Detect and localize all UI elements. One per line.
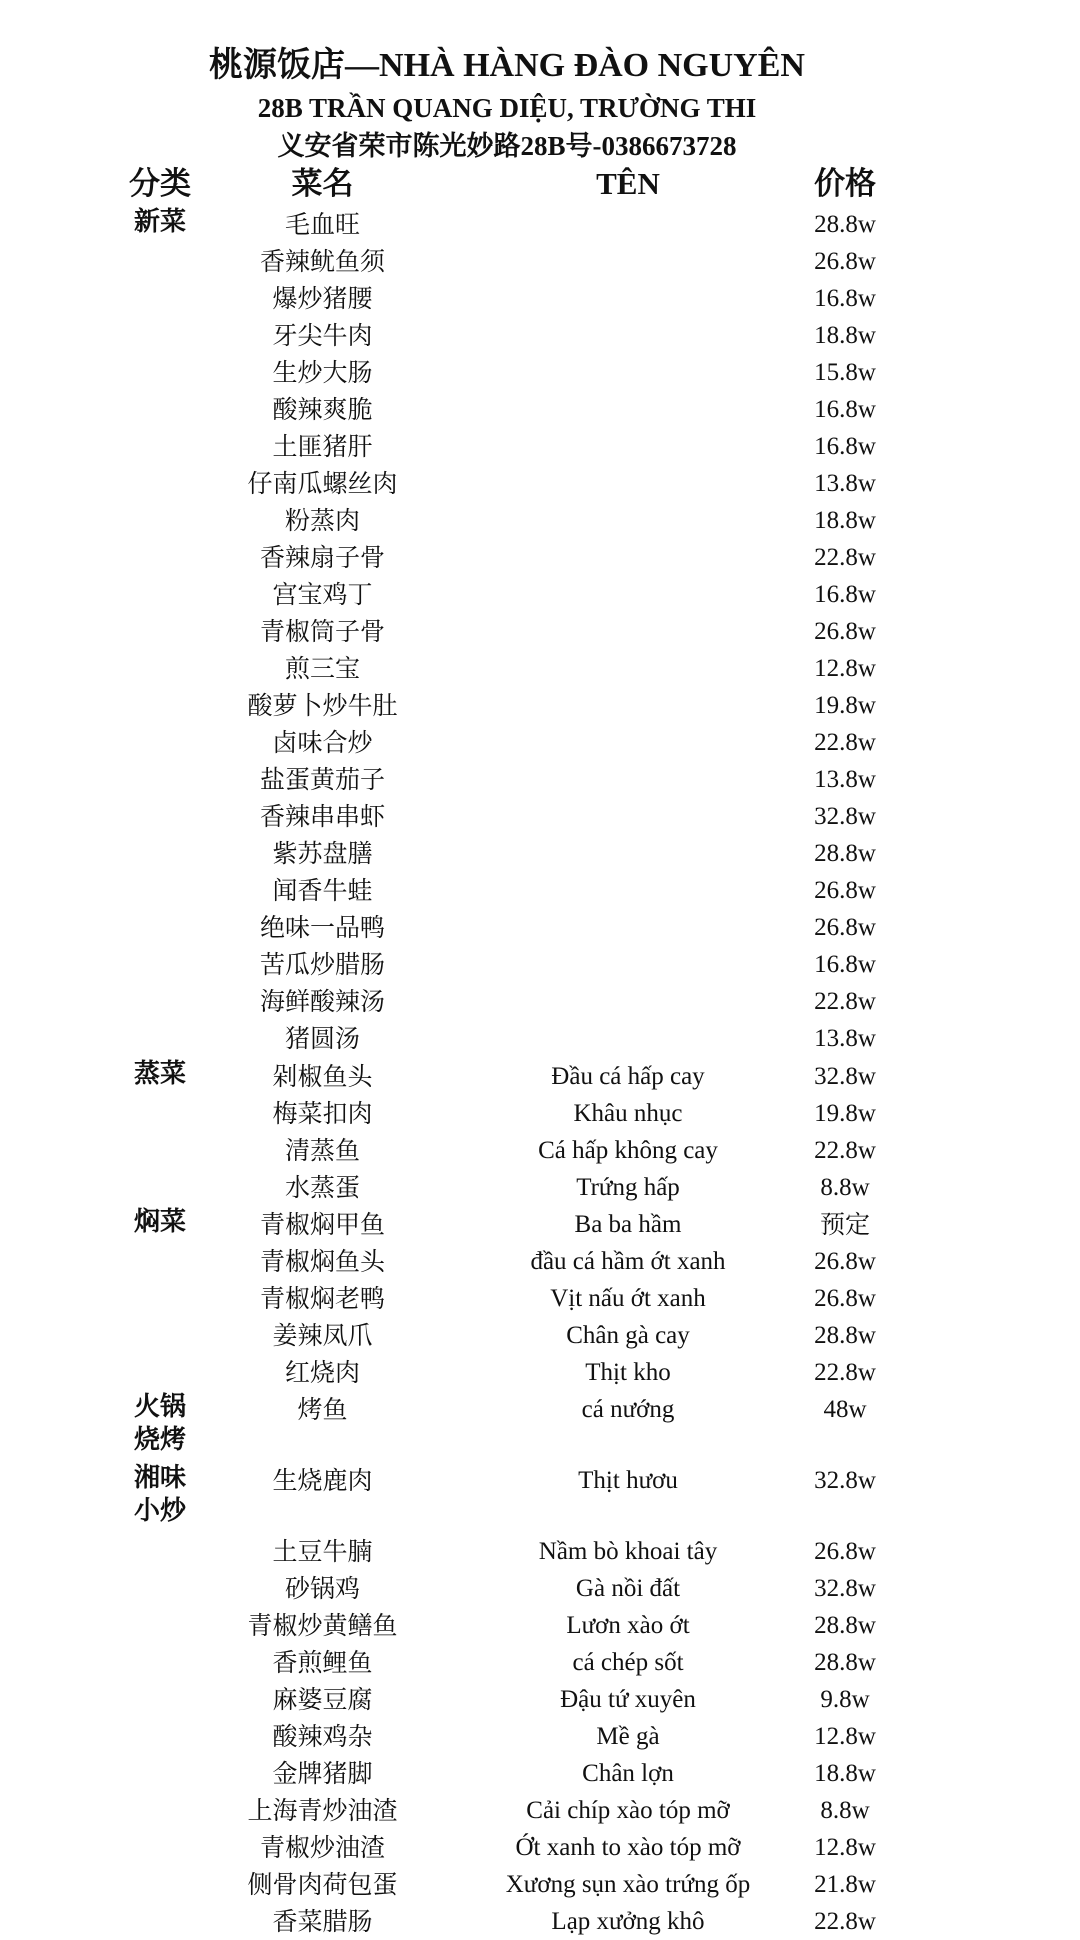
menu-row-category <box>120 687 200 724</box>
category-label: 湘味小炒 <box>133 1463 186 1526</box>
menu-row-price: 32.8w <box>814 1575 876 1602</box>
menu-row-category <box>120 502 200 539</box>
menu-row-category <box>120 539 200 576</box>
menu-row-vietnamese-name: cá chép sốt <box>572 1649 684 1676</box>
menu-row-vietnamese-name <box>468 354 788 391</box>
menu-row-category <box>120 1280 200 1317</box>
menu-row-price: 48w <box>823 1396 867 1423</box>
menu-row-vietnamese-name: Gà nồi đất <box>575 1575 681 1602</box>
category-label: 焖菜 <box>133 1207 186 1237</box>
menu-row <box>0 1829 1080 1866</box>
menu-row-vietnamese-name: Chân lợn <box>582 1760 674 1787</box>
menu-row <box>0 872 1080 909</box>
menu-row-chinese-name: 剁椒鱼头 <box>272 1062 373 1091</box>
menu-row-category <box>120 1792 200 1829</box>
menu-row <box>0 539 1080 576</box>
menu-row-price: 22.8w <box>814 1359 876 1386</box>
menu-row-chinese-name: 煎三宝 <box>284 654 360 683</box>
menu-row <box>0 465 1080 502</box>
menu-row-category <box>120 576 200 613</box>
menu-row <box>0 724 1080 761</box>
menu-row-price: 16.8w <box>814 285 876 312</box>
menu-row-vietnamese-name: Vịt nấu ớt xanh <box>550 1285 706 1312</box>
menu-row-vietnamese-name <box>468 835 788 872</box>
menu-row-price: 18.8w <box>814 1760 876 1787</box>
menu-row-price: 28.8w <box>814 1649 876 1676</box>
menu-row-category <box>120 1607 200 1644</box>
menu-row-price: 13.8w <box>814 766 876 793</box>
menu-row-chinese-name: 青椒焖甲鱼 <box>259 1210 385 1239</box>
menu-row-vietnamese-name: Xương sụn xào trứng ốp <box>505 1871 751 1898</box>
menu-row-category <box>120 1132 200 1169</box>
menu-row-price: 22.8w <box>814 1908 876 1935</box>
menu-row-vietnamese-name <box>468 280 788 317</box>
menu-row-price: 26.8w <box>814 248 876 275</box>
menu-row-vietnamese-name: Mề gà <box>596 1723 660 1750</box>
menu-row-chinese-name: 土豆牛腩 <box>272 1537 373 1566</box>
menu-row-price: 15.8w <box>814 359 876 386</box>
menu-row <box>0 1792 1080 1829</box>
menu-row <box>0 1533 1080 1570</box>
menu-row-price: 22.8w <box>814 988 876 1015</box>
menu-row-chinese-name: 青椒焖老鸭 <box>259 1284 385 1313</box>
menu-row <box>0 761 1080 798</box>
menu-row-chinese-name: 烤鱼 <box>297 1395 348 1424</box>
menu-row <box>0 1391 1080 1455</box>
menu-row-chinese-name: 金牌猪脚 <box>272 1759 373 1788</box>
menu-row <box>0 983 1080 1020</box>
menu-row <box>0 428 1080 465</box>
menu-row <box>0 1243 1080 1280</box>
menu-row-category <box>120 1718 200 1755</box>
menu-row-vietnamese-name: cá nướng <box>581 1396 675 1423</box>
menu-row-chinese-name: 麻婆豆腐 <box>272 1685 373 1714</box>
menu-row <box>0 1903 1080 1940</box>
menu-row-chinese-name: 香煎鲤鱼 <box>272 1648 373 1677</box>
menu-row-vietnamese-name: Khâu nhục <box>573 1100 683 1127</box>
menu-row-vietnamese-name: Đậu tứ xuyên <box>560 1686 696 1713</box>
menu-row-vietnamese-name <box>468 465 788 502</box>
menu-row <box>0 1206 1080 1243</box>
menu-row-category <box>120 1020 200 1057</box>
menu-row <box>0 1020 1080 1057</box>
menu-row-vietnamese-name <box>468 317 788 354</box>
menu-row-price: 18.8w <box>814 322 876 349</box>
menu-row-chinese-name: 猪圆汤 <box>284 1024 360 1053</box>
menu-row <box>0 1169 1080 1206</box>
menu-row <box>0 798 1080 835</box>
menu-row <box>0 1718 1080 1755</box>
menu-row-chinese-name: 盐蛋黄茄子 <box>259 765 385 794</box>
menu-row <box>0 1132 1080 1169</box>
menu-row-chinese-name: 绝味一品鸭 <box>259 913 385 942</box>
menu-row-price: 28.8w <box>814 1322 876 1349</box>
menu-row-chinese-name: 酸辣爽脆 <box>272 395 373 424</box>
menu-row-category <box>120 1095 200 1132</box>
menu-row-vietnamese-name <box>468 1020 788 1057</box>
menu-row-category <box>120 1644 200 1681</box>
menu-row-price: 16.8w <box>814 951 876 978</box>
menu-row-vietnamese-name: Cá hấp không cay <box>538 1137 718 1164</box>
menu-row-chinese-name: 砂锅鸡 <box>284 1574 360 1603</box>
menu-row-price: 16.8w <box>814 396 876 423</box>
menu-row-price: 22.8w <box>814 544 876 571</box>
menu-row-chinese-name: 苦瓜炒腊肠 <box>259 950 385 979</box>
menu-row-category <box>120 650 200 687</box>
menu-row <box>0 206 1080 243</box>
menu-row-category <box>120 1206 200 1243</box>
menu-row <box>0 909 1080 946</box>
menu-row-price: 8.8w <box>820 1797 870 1824</box>
menu-row-category <box>120 1866 200 1903</box>
menu-row-vietnamese-name <box>468 428 788 465</box>
menu-row-price: 12.8w <box>814 655 876 682</box>
menu-row-chinese-name: 仔南瓜螺丝肉 <box>247 469 398 498</box>
menu-row-chinese-name: 爆炒猪腰 <box>272 284 373 313</box>
menu-row-chinese-name: 粉蒸肉 <box>284 506 360 535</box>
menu-row <box>0 1866 1080 1903</box>
address-chinese: 义安省荣市陈光妙路28B号-0386673728 <box>277 131 737 161</box>
menu-row <box>0 1280 1080 1317</box>
menu-row-chinese-name: 香菜腊肠 <box>272 1907 373 1936</box>
menu-row-category <box>120 613 200 650</box>
menu-row-chinese-name: 土匪猪肝 <box>272 432 373 461</box>
menu-row-vietnamese-name <box>468 539 788 576</box>
menu-row-vietnamese-name: Chân gà cay <box>566 1322 690 1349</box>
menu-row-vietnamese-name <box>468 243 788 280</box>
menu-row-vietnamese-name <box>468 872 788 909</box>
menu-row-category <box>120 243 200 280</box>
menu-row <box>0 1095 1080 1132</box>
menu-row-category <box>120 1317 200 1354</box>
menu-row-chinese-name: 酸辣鸡杂 <box>272 1722 373 1751</box>
menu-row-vietnamese-name <box>468 761 788 798</box>
menu-row-chinese-name: 香辣鱿鱼须 <box>259 247 385 276</box>
menu-row <box>0 1644 1080 1681</box>
menu-row-chinese-name: 上海青炒油渣 <box>247 1796 398 1825</box>
menu-row-chinese-name: 青椒筒子骨 <box>259 617 385 646</box>
menu-row-category <box>120 280 200 317</box>
menu-row-price: 19.8w <box>814 692 876 719</box>
menu-row-chinese-name: 宫宝鸡丁 <box>272 580 373 609</box>
menu-row <box>0 613 1080 650</box>
menu-row-chinese-name: 牙尖牛肉 <box>272 321 373 350</box>
menu-row <box>0 1607 1080 1644</box>
menu-row-price: 22.8w <box>814 729 876 756</box>
menu-row <box>0 1317 1080 1354</box>
menu-row-price: 22.8w <box>814 1137 876 1164</box>
menu-row-price: 32.8w <box>814 803 876 830</box>
menu-row-price: 16.8w <box>814 581 876 608</box>
menu-row-price: 26.8w <box>814 877 876 904</box>
menu-row-chinese-name: 生炒大肠 <box>272 358 373 387</box>
menu-row-chinese-name: 梅菜扣肉 <box>272 1099 373 1128</box>
menu-row-vietnamese-name: Ớt xanh to xào tóp mỡ <box>515 1834 741 1861</box>
menu-row-price: 18.8w <box>814 507 876 534</box>
menu-row-vietnamese-name <box>468 909 788 946</box>
column-header-price: 价格 <box>814 166 876 202</box>
menu-row-price: 预定 <box>819 1210 870 1239</box>
menu-row-price: 26.8w <box>814 1538 876 1565</box>
menu-row-category <box>120 835 200 872</box>
menu-row-vietnamese-name: Cải chíp xào tóp mỡ <box>526 1797 730 1824</box>
menu-row-category <box>120 1755 200 1792</box>
menu-row-vietnamese-name: Thịt hươu <box>578 1467 678 1494</box>
menu-row-chinese-name: 水蒸蛋 <box>284 1173 360 1202</box>
menu-row-vietnamese-name: Lạp xưởng khô <box>551 1908 705 1935</box>
category-label: 蒸菜 <box>133 1059 186 1089</box>
menu-row-chinese-name: 海鲜酸辣汤 <box>259 987 385 1016</box>
menu-row-price: 32.8w <box>814 1063 876 1090</box>
menu-row-price: 26.8w <box>814 618 876 645</box>
menu-row-vietnamese-name <box>468 946 788 983</box>
menu-row-vietnamese-name <box>468 687 788 724</box>
menu-row <box>0 650 1080 687</box>
menu-row <box>0 354 1080 391</box>
column-header-category: 分类 <box>129 166 191 202</box>
menu-row-category <box>120 1058 200 1095</box>
menu-row-vietnamese-name: Ba ba hầm <box>574 1211 682 1238</box>
column-header-chinese-name: 菜名 <box>291 166 354 202</box>
menu-row-category <box>120 428 200 465</box>
category-label: 新菜 <box>133 207 186 237</box>
menu-row <box>0 502 1080 539</box>
category-label: 火锅烧烤 <box>133 1392 186 1455</box>
menu-row-chinese-name: 姜辣凤爪 <box>272 1321 373 1350</box>
menu-row-price: 26.8w <box>814 1248 876 1275</box>
menu-row <box>0 946 1080 983</box>
menu-row-category <box>120 1570 200 1607</box>
menu-row <box>0 243 1080 280</box>
menu-row-price: 19.8w <box>814 1100 876 1127</box>
menu-row-vietnamese-name: Trứng hấp <box>576 1174 680 1201</box>
menu-row-category <box>120 946 200 983</box>
menu-row-price: 28.8w <box>814 840 876 867</box>
menu-row-vietnamese-name: Đầu cá hấp cay <box>551 1063 705 1090</box>
menu-row-vietnamese-name <box>468 650 788 687</box>
menu-row <box>0 1354 1080 1391</box>
menu-row <box>0 576 1080 613</box>
menu-row-chinese-name: 青椒焖鱼头 <box>259 1247 385 1276</box>
menu-row-chinese-name: 香辣扇子骨 <box>259 543 385 572</box>
menu-row-price: 21.8w <box>814 1871 876 1898</box>
menu-row-category <box>120 206 200 243</box>
menu-row-category <box>120 1462 200 1526</box>
menu-row <box>0 1681 1080 1718</box>
menu-row-category <box>120 1681 200 1718</box>
menu-row-category <box>120 1391 200 1455</box>
menu-row-category <box>120 465 200 502</box>
menu-row-vietnamese-name <box>468 724 788 761</box>
menu-row-chinese-name: 香辣串串虾 <box>259 802 385 831</box>
menu-row-price: 13.8w <box>814 470 876 497</box>
menu-row-chinese-name: 卤味合炒 <box>272 728 373 757</box>
menu-row-chinese-name: 青椒炒油渣 <box>259 1833 385 1862</box>
menu-row-category <box>120 761 200 798</box>
menu-row-vietnamese-name: Lươn xào ớt <box>566 1612 690 1639</box>
menu-row <box>0 391 1080 428</box>
menu-row-price: 26.8w <box>814 1285 876 1312</box>
menu-row-price: 13.8w <box>814 1025 876 1052</box>
menu-row-chinese-name: 紫苏盘膳 <box>272 839 373 868</box>
menu-row-vietnamese-name <box>468 983 788 1020</box>
menu-row-vietnamese-name: Nầm bò khoai tây <box>538 1538 718 1565</box>
menu-row-price: 9.8w <box>820 1686 870 1713</box>
menu-row-price: 32.8w <box>814 1467 876 1494</box>
menu-row-price: 16.8w <box>814 433 876 460</box>
menu-row-vietnamese-name <box>468 798 788 835</box>
menu-row-chinese-name: 侧骨肉荷包蛋 <box>247 1870 398 1899</box>
menu-row-chinese-name: 闻香牛蛙 <box>272 876 373 905</box>
menu-row-category <box>120 1243 200 1280</box>
menu-row <box>0 835 1080 872</box>
menu-row-category <box>120 317 200 354</box>
menu-row-price: 28.8w <box>814 211 876 238</box>
menu-row-chinese-name: 青椒炒黄鳝鱼 <box>247 1611 398 1640</box>
menu-row-price: 26.8w <box>814 914 876 941</box>
menu-row-category <box>120 724 200 761</box>
menu-row <box>0 1462 1080 1526</box>
menu-row-category <box>120 391 200 428</box>
menu-row-category <box>120 798 200 835</box>
menu-row-category <box>120 354 200 391</box>
restaurant-title: 桃源饭店—NHÀ HÀNG ĐÀO NGUYÊN <box>209 47 805 84</box>
menu-row <box>0 1570 1080 1607</box>
menu-row-vietnamese-name <box>468 206 788 243</box>
menu-row-category <box>120 1354 200 1391</box>
menu-row <box>0 1058 1080 1095</box>
menu-row-vietnamese-name <box>468 391 788 428</box>
address-vietnamese: 28B TRẦN QUANG DIỆU, TRƯỜNG THI <box>257 93 757 123</box>
menu-row-price: 28.8w <box>814 1612 876 1639</box>
menu-row-vietnamese-name: đầu cá hầm ớt xanh <box>530 1248 726 1275</box>
menu-row-chinese-name: 清蒸鱼 <box>284 1136 360 1165</box>
menu-row-chinese-name: 红烧肉 <box>284 1358 360 1387</box>
menu-row <box>0 687 1080 724</box>
menu-row-category <box>120 1829 200 1866</box>
menu-row-vietnamese-name: Thịt kho <box>585 1359 671 1386</box>
menu-row-vietnamese-name <box>468 502 788 539</box>
menu-row <box>0 280 1080 317</box>
menu-row-category <box>120 983 200 1020</box>
menu-row-category <box>120 872 200 909</box>
menu-row-price: 8.8w <box>820 1174 870 1201</box>
menu-row-category <box>120 1903 200 1940</box>
menu-row-category <box>120 1169 200 1206</box>
menu-row-category <box>120 909 200 946</box>
menu-row-price: 12.8w <box>814 1723 876 1750</box>
menu-row-chinese-name: 酸萝卜炒牛肚 <box>247 691 398 720</box>
menu-row-chinese-name: 毛血旺 <box>284 210 360 239</box>
menu-row <box>0 317 1080 354</box>
menu-row-chinese-name: 生烧鹿肉 <box>272 1466 373 1495</box>
menu-row <box>0 1755 1080 1792</box>
column-header-vietnamese-name: TÊN <box>596 166 660 201</box>
menu-row-category <box>120 1533 200 1570</box>
menu-row-vietnamese-name <box>468 576 788 613</box>
menu-row-vietnamese-name <box>468 613 788 650</box>
menu-row-price: 12.8w <box>814 1834 876 1861</box>
